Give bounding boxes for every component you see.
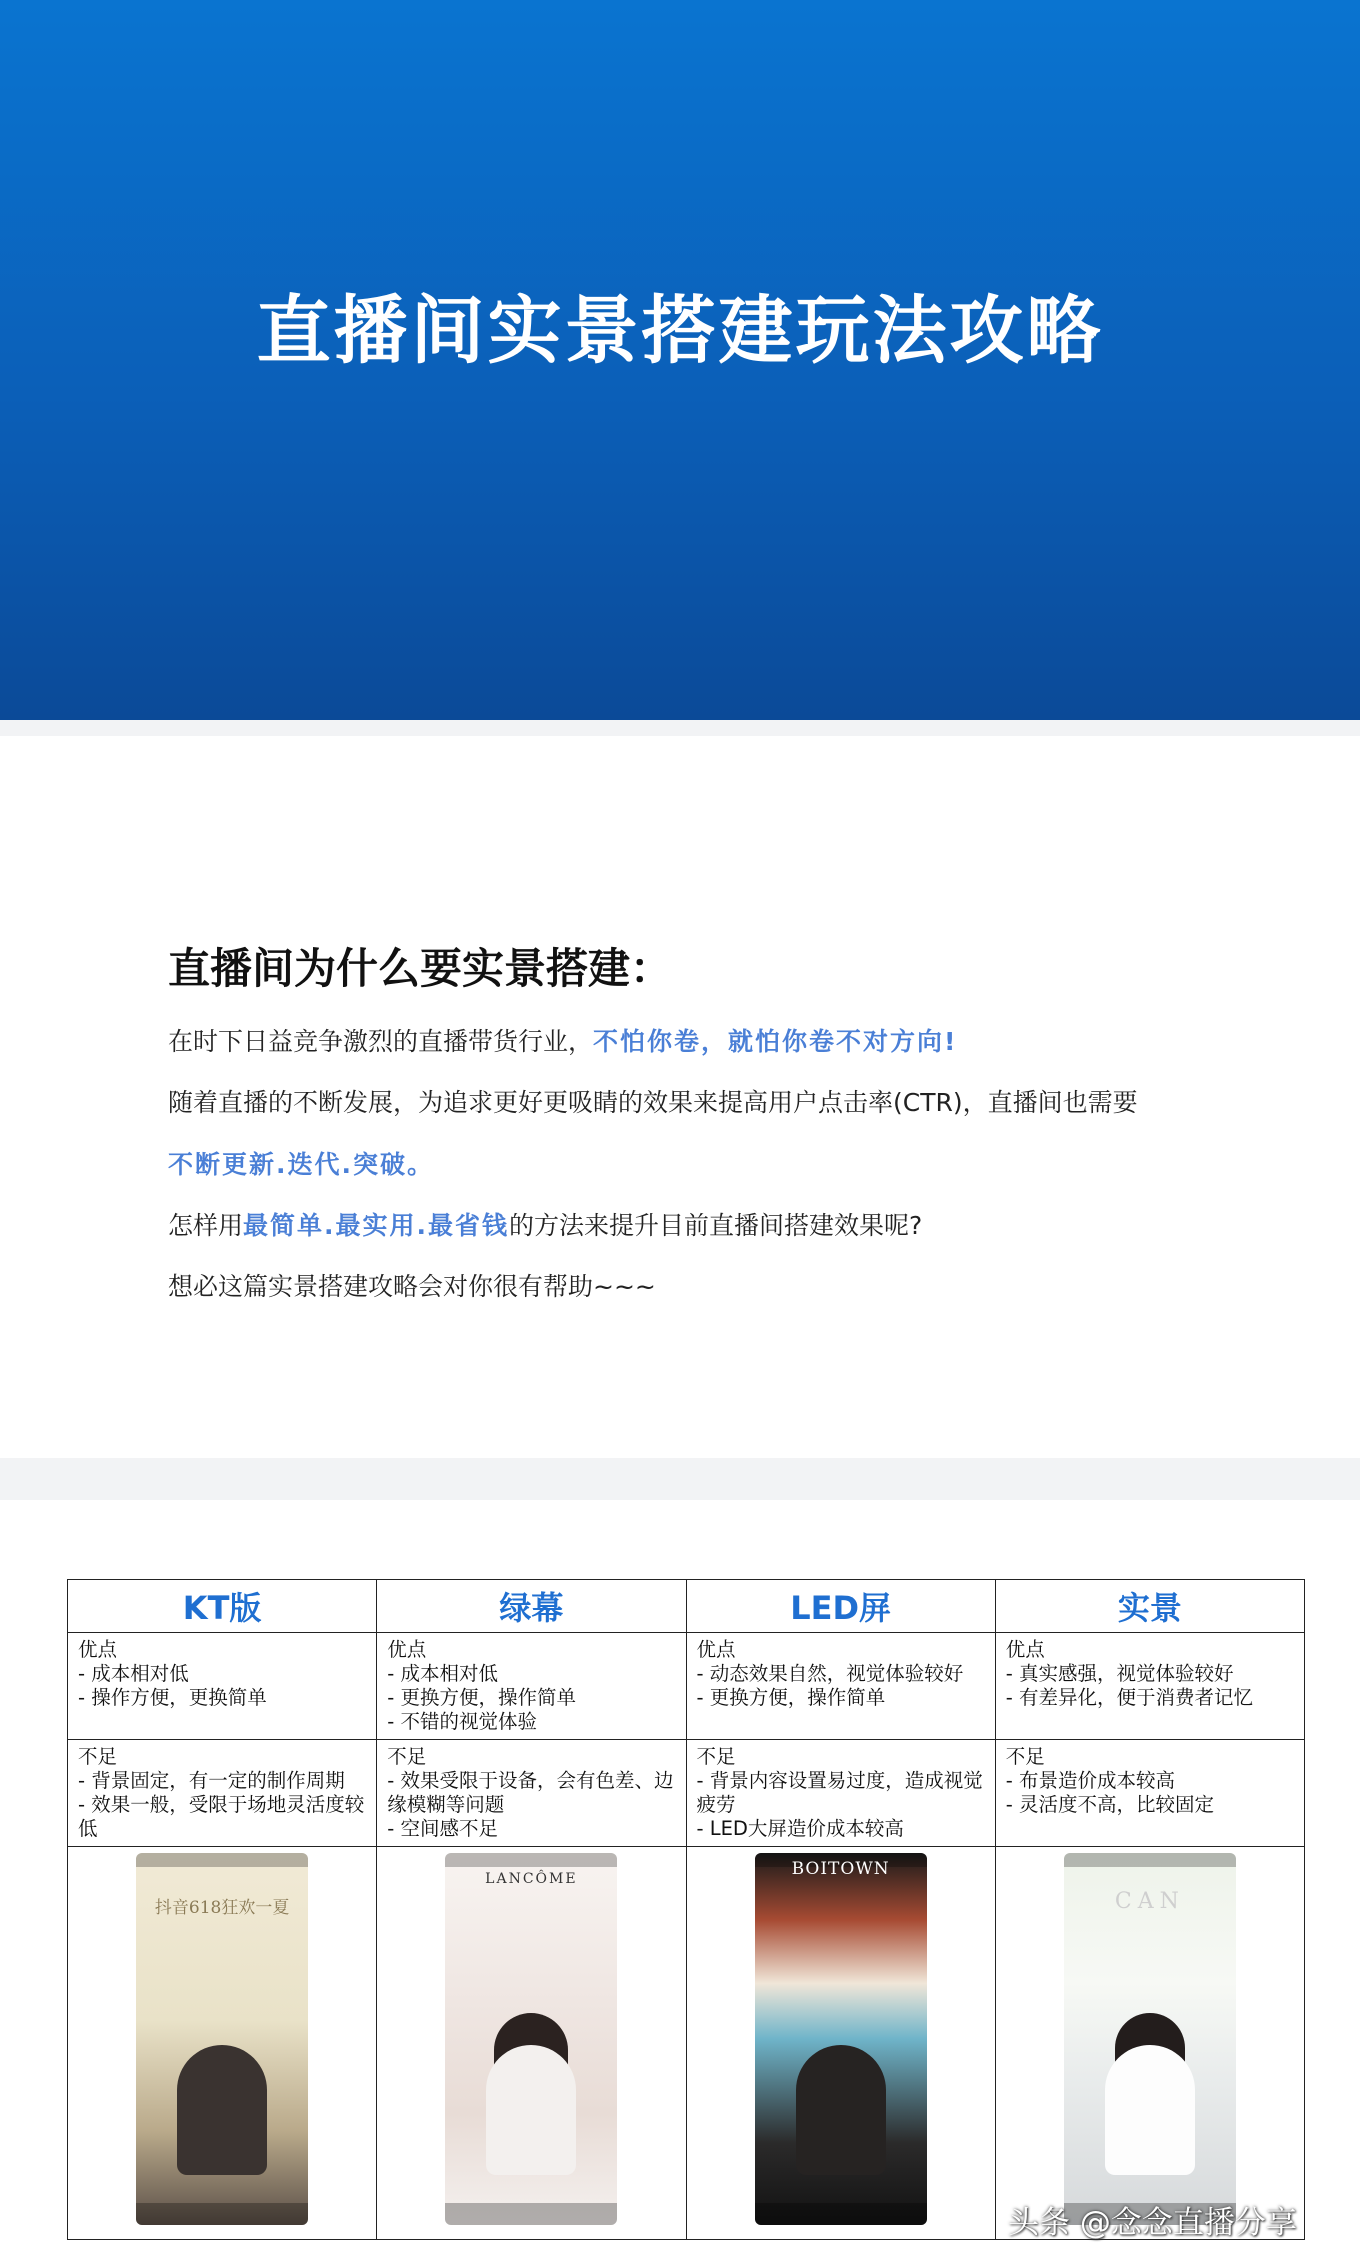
host-figure <box>796 2045 886 2175</box>
intro-section <box>0 736 1360 1458</box>
watermark: 头条 @念念直播分享 <box>1008 2205 1297 2241</box>
status-bar <box>445 1853 617 1867</box>
pros-title: 优点 <box>696 1638 736 1661</box>
cons-item: - 空间感不足 <box>387 1817 498 1840</box>
pros-cell <box>995 1633 1304 1740</box>
pros-item: - 更换方便，操作简单 <box>696 1686 886 1709</box>
cons-item: - 灵活度不高，比较固定 <box>1005 1793 1214 1816</box>
pros-item: - 不错的视觉体验 <box>387 1710 537 1733</box>
livestream-screenshot-kt <box>136 1853 308 2225</box>
cons-item: - 背景固定，有一定的制作周期 <box>78 1769 345 1792</box>
divider-strip <box>0 720 1360 736</box>
hero-banner <box>0 0 1360 720</box>
livestream-screenshot-led <box>755 1853 927 2225</box>
status-bar <box>1064 1853 1236 1867</box>
cons-item: - LED大屏造价成本较高 <box>696 1817 904 1840</box>
intro-paragraph-3 <box>168 1145 434 1181</box>
pros-item: - 真实感强，视觉体验较好 <box>1005 1662 1234 1685</box>
cons-cell <box>995 1740 1304 1847</box>
cons-item: - 背景内容设置易过度，造成视觉疲劳 <box>696 1769 983 1816</box>
cons-cell <box>68 1740 377 1847</box>
hero-title: 直播间实景搭建玩法攻略 <box>256 288 1104 374</box>
intro-paragraph-1 <box>168 1022 957 1058</box>
livestream-screenshot-green-screen <box>445 1853 617 2225</box>
pros-title: 优点 <box>387 1638 427 1661</box>
pros-cell <box>377 1633 686 1740</box>
column-header-real-scene: 实景 <box>995 1580 1304 1633</box>
cons-item: - 效果受限于设备，会有色差、边缘模糊等问题 <box>387 1769 674 1816</box>
column-header-kt: KT版 <box>68 1580 377 1633</box>
intro-paragraph-2: 随着直播的不断发展，为追求更好更吸睛的效果来提高用户点击率(CTR)，直播间也需要 <box>168 1088 1138 1117</box>
status-bar <box>136 1853 308 1867</box>
pros-title: 优点 <box>1005 1638 1045 1661</box>
livestream-footer <box>755 2203 927 2225</box>
cons-title: 不足 <box>387 1745 427 1768</box>
comparison-table <box>67 1579 1305 2240</box>
cons-cell <box>686 1740 995 1847</box>
pros-title: 优点 <box>78 1638 118 1661</box>
screenshot-caption: 抖音618狂欢一夏 <box>154 1898 290 1918</box>
column-header-green-screen: 绿幕 <box>377 1580 686 1633</box>
screenshot-cell <box>995 1847 1304 2240</box>
intro-text: 在时下日益竞争激烈的直播带货行业， <box>168 1027 594 1056</box>
cons-item: - 效果一般，受限于场地灵活度较低 <box>78 1793 365 1840</box>
host-figure <box>486 2045 576 2175</box>
screenshot-cell <box>377 1847 686 2240</box>
screenshot-cell <box>686 1847 995 2240</box>
pros-item: - 成本相对低 <box>78 1662 189 1685</box>
livestream-footer <box>136 2203 308 2225</box>
screenshot-cell <box>68 1847 377 2240</box>
host-figure <box>1105 2045 1195 2175</box>
cons-row <box>68 1740 1305 1847</box>
screenshot-caption: CAN <box>1114 1889 1185 1914</box>
pros-item: - 操作方便，更换简单 <box>78 1686 267 1709</box>
cons-item: - 布景造价成本较高 <box>1005 1769 1175 1792</box>
intro-text: 的方法来提升目前直播间搭建效果呢? <box>509 1211 923 1240</box>
livestream-screenshot-real-scene <box>1064 1853 1236 2225</box>
intro-heading: 直播间为什么要实景搭建： <box>168 944 673 993</box>
screenshot-caption: BOITOWN <box>791 1859 890 1879</box>
livestream-footer <box>445 2203 617 2225</box>
cons-title: 不足 <box>78 1745 118 1768</box>
screenshot-caption: LANCÔME <box>485 1871 578 1887</box>
intro-paragraph-5: 想必这篇实景搭建攻略会对你很有帮助~~~ <box>168 1272 656 1301</box>
screenshot-row <box>68 1847 1305 2240</box>
pros-item: - 有差异化，便于消费者记忆 <box>1005 1686 1253 1709</box>
pros-row <box>68 1633 1305 1740</box>
pros-cell <box>686 1633 995 1740</box>
cons-title: 不足 <box>696 1745 736 1768</box>
intro-highlight: 不怕你卷，就怕你卷不对方向! <box>593 1027 958 1056</box>
comparison-section <box>0 1500 1360 2267</box>
pros-item: - 更换方便，操作简单 <box>387 1686 576 1709</box>
intro-text: 怎样用 <box>168 1211 244 1240</box>
column-header-led: LED屏 <box>686 1580 995 1633</box>
pros-item: - 动态效果自然，视觉体验较好 <box>696 1662 964 1685</box>
cons-cell <box>377 1740 686 1847</box>
intro-highlight: 不断更新.迭代.突破。 <box>168 1150 434 1179</box>
table-header-row <box>68 1580 1305 1633</box>
cons-title: 不足 <box>1005 1745 1045 1768</box>
divider-strip <box>0 1458 1360 1500</box>
intro-highlight: 最简单.最实用.最省钱 <box>243 1211 510 1240</box>
host-figure <box>177 2045 267 2175</box>
intro-paragraph-4 <box>168 1206 922 1242</box>
pros-cell <box>68 1633 377 1740</box>
pros-item: - 成本相对低 <box>387 1662 498 1685</box>
